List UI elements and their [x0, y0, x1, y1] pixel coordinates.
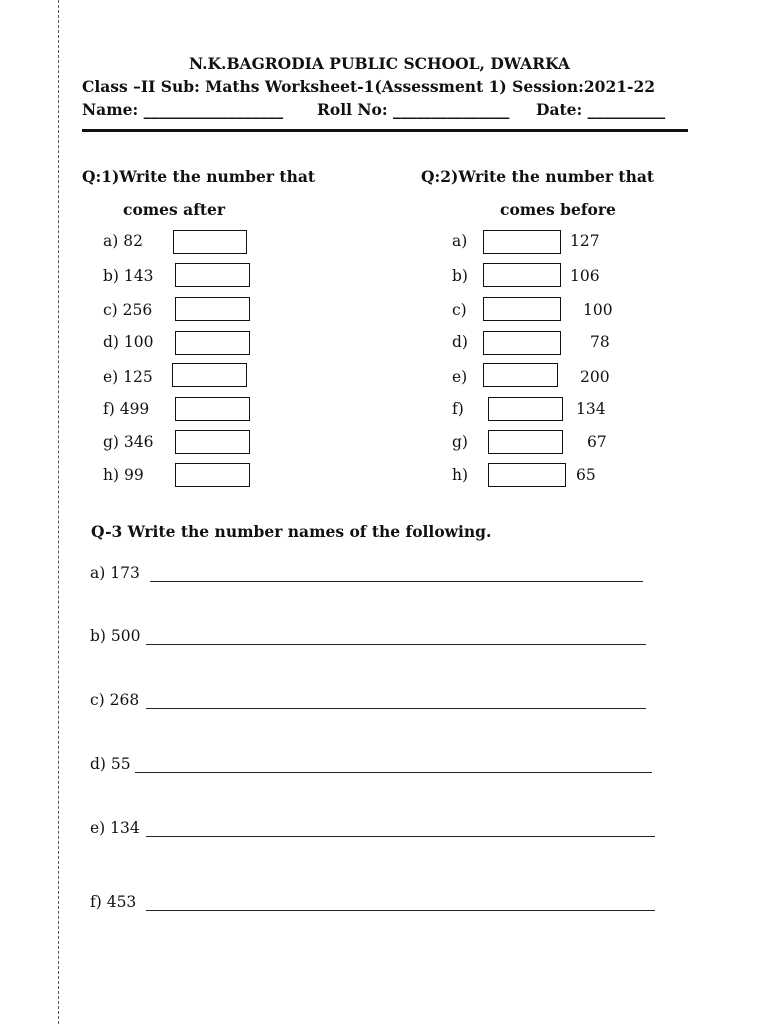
- class-subject-line: Class –II Sub: Maths Worksheet-1(Assessment 1) Session:2021-22: [82, 77, 656, 96]
- q3-item-label: a) 173: [90, 564, 140, 582]
- q1-answer-box[interactable]: [173, 230, 247, 254]
- q2-item-letter: e): [452, 368, 468, 386]
- q2-item-number: 127: [570, 232, 600, 250]
- school-title: N.K.BAGRODIA PUBLIC SCHOOL, DWARKA: [189, 54, 570, 73]
- q2-answer-box[interactable]: [483, 363, 558, 387]
- q1-answer-box[interactable]: [175, 297, 250, 321]
- q1-answer-box[interactable]: [175, 331, 250, 355]
- q2-item-number: 134: [576, 400, 606, 418]
- q2-item-number: 106: [570, 267, 600, 285]
- q2-item-letter: d): [452, 333, 468, 351]
- q1-item-label: d) 100: [103, 333, 154, 351]
- q2-item-number: 67: [587, 433, 607, 451]
- q2-item-number: 100: [583, 301, 613, 319]
- q3-item-label: d) 55: [90, 755, 131, 773]
- q3-item-label: e) 134: [90, 819, 140, 837]
- q2-title: Q:2)Write the number that: [421, 167, 655, 186]
- q1-answer-box[interactable]: [175, 463, 250, 487]
- date-field[interactable]: Date: __________: [536, 100, 666, 119]
- q2-item-letter: h): [452, 466, 469, 484]
- q2-item-number: 78: [590, 333, 610, 351]
- q1-item-label: f) 499: [103, 400, 150, 418]
- q2-item-letter: c): [452, 301, 467, 319]
- roll-no-field[interactable]: Roll No: _______________: [317, 100, 510, 119]
- q1-item-label: b) 143: [103, 267, 154, 285]
- q1-title: Q:1)Write the number that: [82, 167, 316, 186]
- q3-item-label: f) 453: [90, 893, 137, 911]
- q1-answer-box[interactable]: [175, 263, 250, 287]
- q3-answer-line[interactable]: [150, 581, 643, 582]
- q3-title: Q-3 Write the number names of the following.: [91, 522, 492, 541]
- q2-answer-box[interactable]: [483, 263, 561, 287]
- q2-answer-box[interactable]: [488, 430, 563, 454]
- q2-answer-box[interactable]: [483, 331, 561, 355]
- q1-answer-box[interactable]: [175, 430, 250, 454]
- header-divider: [82, 129, 688, 132]
- name-field[interactable]: Name: __________________: [82, 100, 284, 119]
- q2-answer-box[interactable]: [488, 397, 563, 421]
- q2-subtitle: comes before: [500, 200, 616, 219]
- q3-answer-line[interactable]: [146, 836, 655, 837]
- q1-item-label: a) 82: [103, 232, 143, 250]
- q3-answer-line[interactable]: [146, 910, 655, 911]
- q1-item-label: c) 256: [103, 301, 153, 319]
- q2-answer-box[interactable]: [483, 230, 561, 254]
- q2-answer-box[interactable]: [483, 297, 561, 321]
- q3-answer-line[interactable]: [135, 772, 652, 773]
- q3-item-label: c) 268: [90, 691, 140, 709]
- q2-item-letter: b): [452, 267, 468, 285]
- q2-item-letter: f): [452, 400, 464, 418]
- page-margin-line: [58, 0, 59, 1024]
- q1-item-label: h) 99: [103, 466, 144, 484]
- q1-item-label: g) 346: [103, 433, 154, 451]
- q1-subtitle: comes after: [123, 200, 226, 219]
- q3-item-label: b) 500: [90, 627, 141, 645]
- q1-answer-box[interactable]: [172, 363, 247, 387]
- q2-item-number: 65: [576, 466, 596, 484]
- q3-answer-line[interactable]: [146, 708, 646, 709]
- q3-answer-line[interactable]: [146, 644, 646, 645]
- q2-answer-box[interactable]: [488, 463, 566, 487]
- q1-item-label: e) 125: [103, 368, 153, 386]
- q2-item-letter: a): [452, 232, 468, 250]
- q1-answer-box[interactable]: [175, 397, 250, 421]
- q2-item-number: 200: [580, 368, 610, 386]
- q2-item-letter: g): [452, 433, 468, 451]
